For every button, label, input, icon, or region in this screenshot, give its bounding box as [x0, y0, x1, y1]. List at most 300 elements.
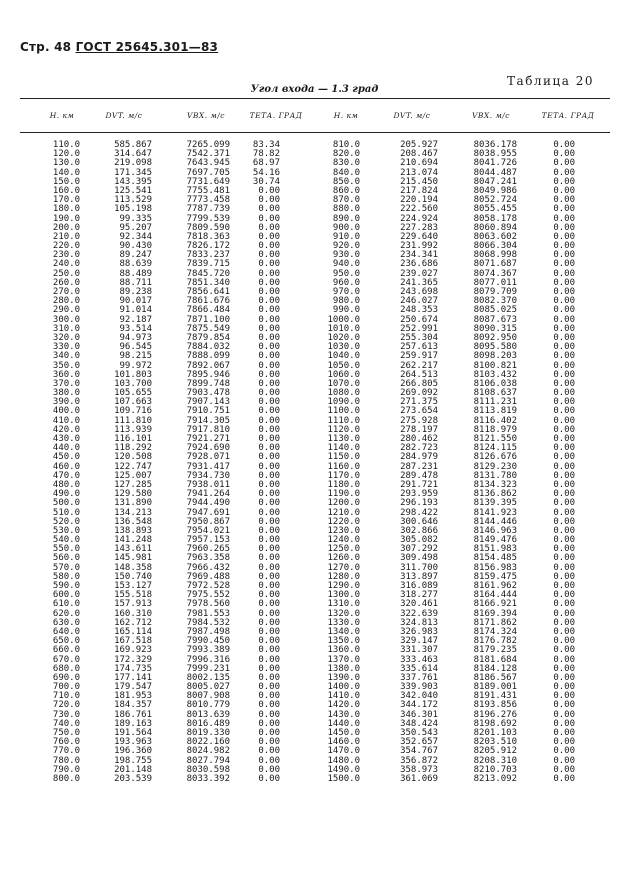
cell-dvt-left: 181.953	[114, 691, 152, 702]
table-row	[0, 389, 629, 398]
cell-vbx-left: 7960.265	[186, 544, 230, 555]
table-row	[0, 674, 629, 683]
cell-teta-right: 0.00	[553, 599, 575, 610]
cell-teta-right: 0.00	[553, 691, 575, 702]
cell-h-right: 840.0	[332, 167, 360, 178]
cell-dvt-right: 329.147	[400, 636, 438, 647]
cell-dvt-right: 213.074	[400, 167, 438, 178]
cell-dvt-right: 333.463	[400, 654, 438, 665]
cell-teta-left: 0.00	[258, 489, 280, 500]
cell-teta-right: 0.00	[553, 378, 575, 389]
cell-dvt-right: 318.277	[400, 590, 438, 601]
cell-vbx-left: 7944.490	[186, 498, 230, 509]
cell-vbx-right: 8044.487	[473, 167, 517, 178]
cell-dvt-right: 311.700	[400, 562, 438, 573]
cell-dvt-left: 92.187	[119, 314, 152, 325]
cell-teta-left: 0.00	[258, 305, 280, 316]
table-row	[0, 747, 629, 756]
cell-vbx-right: 8208.310	[473, 755, 517, 766]
cell-dvt-right: 331.307	[400, 645, 438, 656]
cell-h-left: 560.0	[52, 553, 80, 564]
cell-dvt-right: 324.813	[400, 617, 438, 628]
cell-dvt-right: 269.092	[400, 388, 438, 399]
cell-teta-left: 0.00	[258, 388, 280, 399]
cell-vbx-left: 7954.021	[186, 525, 230, 536]
cell-vbx-right: 8038.955	[473, 149, 517, 160]
cell-h-left: 280.0	[52, 296, 80, 307]
cell-dvt-right: 320.461	[400, 599, 438, 610]
cell-dvt-right: 252.991	[400, 323, 438, 334]
cell-h-left: 800.0	[52, 773, 80, 784]
cell-teta-left: 0.00	[258, 461, 280, 472]
cell-h-right: 1300.0	[327, 590, 360, 601]
cell-teta-right: 0.00	[553, 773, 575, 784]
cell-h-left: 300.0	[52, 314, 80, 325]
cell-dvt-right: 275.928	[400, 415, 438, 426]
cell-h-right: 1280.0	[327, 571, 360, 582]
page-number: Стр. 48	[20, 40, 76, 54]
table-row	[0, 766, 629, 775]
cell-vbx-left: 7910.751	[186, 406, 230, 417]
cell-dvt-left: 107.663	[114, 397, 152, 408]
cell-vbx-left: 8010.779	[186, 700, 230, 711]
cell-h-right: 1430.0	[327, 709, 360, 720]
cell-h-left: 460.0	[52, 461, 80, 472]
cell-dvt-left: 172.329	[114, 654, 152, 665]
cell-dvt-right: 282.723	[400, 443, 438, 454]
cell-teta-left: 0.00	[258, 599, 280, 610]
cell-dvt-right: 262.217	[400, 360, 438, 371]
cell-h-right: 1210.0	[327, 507, 360, 518]
cell-dvt-right: 298.422	[400, 507, 438, 518]
cell-teta-right: 0.00	[553, 342, 575, 353]
table-row	[0, 380, 629, 389]
cell-h-left: 640.0	[52, 626, 80, 637]
cell-dvt-left: 148.358	[114, 562, 152, 573]
cell-teta-right: 0.00	[553, 461, 575, 472]
cell-dvt-right: 307.292	[400, 544, 438, 555]
cell-h-right: 1150.0	[327, 452, 360, 463]
cell-teta-left: 0.00	[258, 479, 280, 490]
cell-dvt-left: 122.747	[114, 461, 152, 472]
cell-teta-right: 0.00	[553, 434, 575, 444]
cell-h-left: 780.0	[52, 755, 80, 766]
cell-h-right: 940.0	[332, 259, 360, 270]
cell-teta-right: 0.00	[553, 149, 575, 160]
cell-dvt-right: 293.959	[400, 489, 438, 500]
table-row	[0, 656, 629, 665]
cell-dvt-right: 217.824	[400, 185, 438, 196]
cell-teta-right: 0.00	[553, 617, 575, 628]
table-row	[0, 260, 629, 269]
cell-h-left: 630.0	[52, 617, 80, 628]
cell-teta-right: 0.00	[553, 709, 575, 720]
col-header-h-right: Н. км	[333, 111, 359, 120]
cell-h-left: 530.0	[52, 525, 80, 536]
cell-teta-left: 0.00	[258, 746, 280, 757]
table-row	[0, 481, 629, 490]
cell-h-left: 240.0	[52, 259, 80, 270]
cell-h-right: 1360.0	[327, 645, 360, 656]
cell-teta-left: 0.00	[258, 213, 280, 224]
cell-vbx-left: 7799.539	[186, 213, 230, 224]
cell-teta-right: 0.00	[553, 608, 575, 619]
cell-dvt-right: 239.027	[400, 268, 438, 279]
cell-vbx-left: 7839.715	[186, 259, 230, 270]
cell-dvt-right: 296.193	[400, 498, 438, 509]
cell-h-left: 520.0	[52, 516, 80, 527]
cell-dvt-right: 266.805	[400, 378, 438, 389]
table-row	[0, 270, 629, 279]
cell-h-left: 130.0	[52, 158, 80, 169]
cell-h-right: 910.0	[332, 231, 360, 242]
cell-h-left: 570.0	[52, 562, 80, 573]
cell-vbx-left: 7981.553	[186, 608, 230, 619]
cell-h-left: 610.0	[52, 599, 80, 610]
cell-teta-left: 0.00	[258, 764, 280, 775]
cell-h-left: 750.0	[52, 728, 80, 738]
cell-dvt-right: 350.543	[400, 728, 438, 738]
cell-vbx-right: 8095.580	[473, 342, 517, 353]
cell-dvt-left: 99.335	[119, 213, 152, 224]
cell-h-left: 650.0	[52, 636, 80, 647]
cell-teta-left: 0.00	[258, 755, 280, 766]
cell-vbx-right: 8161.962	[473, 581, 517, 591]
cell-dvt-right: 342.040	[400, 691, 438, 702]
cell-h-left: 210.0	[52, 231, 80, 242]
cell-h-right: 1230.0	[327, 525, 360, 536]
cell-teta-left: 0.00	[258, 259, 280, 270]
cell-h-left: 740.0	[52, 718, 80, 729]
cell-vbx-right: 8079.709	[473, 287, 517, 297]
cell-teta-right: 0.00	[553, 755, 575, 766]
cell-vbx-left: 7999.231	[186, 663, 230, 674]
cell-teta-left: 0.00	[258, 562, 280, 573]
cell-vbx-right: 8047.241	[473, 176, 517, 187]
cell-teta-left: 0.00	[258, 360, 280, 371]
cell-dvt-left: 105.198	[114, 204, 152, 215]
cell-dvt-right: 271.375	[400, 397, 438, 408]
cell-dvt-right: 287.231	[400, 461, 438, 472]
cell-vbx-right: 8036.178	[473, 140, 517, 150]
cell-vbx-right: 8106.038	[473, 378, 517, 389]
cell-dvt-left: 113.939	[114, 424, 152, 435]
cell-h-right: 890.0	[332, 213, 360, 224]
table-row	[0, 610, 629, 619]
cell-h-right: 1470.0	[327, 746, 360, 757]
cell-teta-right: 0.00	[553, 700, 575, 711]
cell-vbx-right: 8191.431	[473, 691, 517, 702]
page-header	[20, 40, 218, 54]
cell-teta-right: 0.00	[553, 158, 575, 169]
cell-teta-right: 0.00	[553, 195, 575, 206]
cell-dvt-left: 179.547	[114, 682, 152, 693]
cell-h-left: 770.0	[52, 746, 80, 757]
cell-h-right: 1370.0	[327, 654, 360, 665]
cell-teta-left: 0.00	[258, 378, 280, 389]
cell-vbx-left: 8027.794	[186, 755, 230, 766]
cell-dvt-left: 94.973	[119, 332, 152, 343]
cell-h-right: 820.0	[332, 149, 360, 160]
cell-h-right: 960.0	[332, 277, 360, 288]
cell-teta-left: 0.00	[258, 397, 280, 408]
cell-vbx-right: 8071.687	[473, 259, 517, 270]
cell-h-left: 450.0	[52, 452, 80, 463]
cell-teta-right: 0.00	[553, 222, 575, 233]
cell-h-left: 700.0	[52, 682, 80, 693]
cell-teta-right: 0.00	[553, 406, 575, 417]
cell-teta-left: 0.00	[258, 507, 280, 518]
cell-dvt-right: 339.903	[400, 682, 438, 693]
cell-vbx-left: 7921.271	[186, 434, 230, 444]
cell-dvt-left: 92.344	[119, 231, 152, 242]
table-row	[0, 426, 629, 435]
cell-dvt-left: 203.539	[114, 773, 152, 784]
cell-teta-right: 0.00	[553, 654, 575, 665]
cell-dvt-right: 335.614	[400, 663, 438, 674]
cell-teta-left: 0.00	[258, 443, 280, 454]
cell-teta-right: 0.00	[553, 544, 575, 555]
cell-vbx-left: 8005.027	[186, 682, 230, 693]
cell-h-right: 1390.0	[327, 672, 360, 683]
cell-dvt-left: 127.285	[114, 479, 152, 490]
cell-vbx-left: 7861.676	[186, 296, 230, 307]
cell-teta-right: 0.00	[553, 176, 575, 187]
cell-teta-left: 0.00	[258, 231, 280, 242]
cell-vbx-right: 8201.103	[473, 728, 517, 738]
cell-vbx-left: 7833.237	[186, 250, 230, 261]
col-header-vbx-left: VBX. м/с	[187, 111, 225, 120]
cell-teta-right: 0.00	[553, 268, 575, 279]
cell-h-left: 370.0	[52, 378, 80, 389]
cell-teta-left: 0.00	[258, 682, 280, 693]
cell-vbx-right: 8210.703	[473, 764, 517, 775]
cell-dvt-left: 90.017	[119, 296, 152, 307]
cell-h-right: 860.0	[332, 185, 360, 196]
cell-dvt-right: 337.761	[400, 672, 438, 683]
cell-teta-left: 0.00	[258, 709, 280, 720]
cell-vbx-left: 7731.649	[186, 176, 230, 187]
cell-dvt-right: 222.560	[400, 204, 438, 215]
cell-vbx-left: 7871.100	[186, 314, 230, 325]
cell-h-right: 870.0	[332, 195, 360, 206]
cell-h-left: 720.0	[52, 700, 80, 711]
cell-vbx-left: 7542.371	[186, 149, 230, 160]
cell-h-right: 1160.0	[327, 461, 360, 472]
table-row	[0, 297, 629, 306]
cell-teta-right: 0.00	[553, 553, 575, 564]
cell-teta-left: 0.00	[258, 342, 280, 353]
cell-dvt-right: 352.657	[400, 737, 438, 748]
cell-vbx-right: 8049.986	[473, 185, 517, 196]
cell-h-right: 1090.0	[327, 397, 360, 408]
cell-dvt-left: 125.007	[114, 470, 152, 481]
cell-teta-right: 0.00	[553, 332, 575, 343]
table-row	[0, 417, 629, 426]
cell-vbx-right: 8179.235	[473, 645, 517, 656]
cell-vbx-right: 8098.203	[473, 351, 517, 362]
cell-teta-right: 0.00	[553, 241, 575, 252]
cell-teta-right: 0.00	[553, 204, 575, 215]
cell-vbx-right: 8113.819	[473, 406, 517, 417]
cell-dvt-left: 184.357	[114, 700, 152, 711]
cell-vbx-left: 8002.135	[186, 672, 230, 683]
cell-teta-left: 0.00	[258, 434, 280, 444]
cell-h-right: 1500.0	[327, 773, 360, 784]
cell-vbx-right: 8129.230	[473, 461, 517, 472]
cell-vbx-right: 8146.963	[473, 525, 517, 536]
cell-h-right: 990.0	[332, 305, 360, 316]
cell-teta-right: 0.00	[553, 259, 575, 270]
cell-teta-left: 0.00	[258, 323, 280, 334]
cell-vbx-left: 7969.488	[186, 571, 230, 582]
cell-teta-right: 0.00	[553, 231, 575, 242]
cell-dvt-right: 356.872	[400, 755, 438, 766]
table-row	[0, 720, 629, 729]
cell-h-left: 580.0	[52, 571, 80, 582]
table-row	[0, 683, 629, 692]
cell-vbx-left: 7875.549	[186, 323, 230, 334]
cell-h-right: 1260.0	[327, 553, 360, 564]
cell-h-left: 110.0	[52, 140, 80, 150]
cell-teta-right: 0.00	[553, 185, 575, 196]
cell-teta-left: 0.00	[258, 773, 280, 784]
cell-h-left: 350.0	[52, 360, 80, 371]
cell-teta-right: 0.00	[553, 351, 575, 362]
cell-vbx-right: 8085.025	[473, 305, 517, 316]
cell-teta-right: 0.00	[553, 581, 575, 591]
cell-dvt-left: 120.508	[114, 452, 152, 463]
cell-dvt-right: 284.979	[400, 452, 438, 463]
table-row	[0, 757, 629, 766]
cell-teta-left: 30.74	[252, 176, 280, 187]
cell-dvt-left: 89.247	[119, 250, 152, 261]
cell-vbx-left: 8022.160	[186, 737, 230, 748]
cell-teta-right: 0.00	[553, 369, 575, 380]
cell-vbx-left: 7947.691	[186, 507, 230, 518]
cell-teta-right: 0.00	[553, 535, 575, 546]
cell-dvt-right: 255.304	[400, 332, 438, 343]
cell-teta-right: 0.00	[553, 590, 575, 601]
cell-vbx-left: 7934.730	[186, 470, 230, 481]
cell-teta-left: 0.00	[258, 369, 280, 380]
table-row	[0, 499, 629, 508]
cell-dvt-right: 280.462	[400, 434, 438, 444]
cell-teta-right: 0.00	[553, 562, 575, 573]
cell-teta-left: 0.00	[258, 737, 280, 748]
cell-h-right: 1410.0	[327, 691, 360, 702]
cell-dvt-right: 354.767	[400, 746, 438, 757]
cell-vbx-left: 7975.552	[186, 590, 230, 601]
cell-teta-right: 0.00	[553, 452, 575, 463]
cell-h-left: 440.0	[52, 443, 80, 454]
cell-h-left: 360.0	[52, 369, 80, 380]
cell-vbx-left: 7787.739	[186, 204, 230, 215]
cell-h-left: 660.0	[52, 645, 80, 656]
cell-vbx-right: 8074.367	[473, 268, 517, 279]
cell-dvt-left: 198.755	[114, 755, 152, 766]
cell-h-right: 1270.0	[327, 562, 360, 573]
cell-vbx-right: 8090.315	[473, 323, 517, 334]
cell-vbx-left: 7755.481	[186, 185, 230, 196]
cell-dvt-left: 189.163	[114, 718, 152, 729]
cell-h-left: 160.0	[52, 185, 80, 196]
cell-dvt-right: 210.694	[400, 158, 438, 169]
cell-teta-left: 0.00	[258, 544, 280, 555]
cell-h-left: 400.0	[52, 406, 80, 417]
cell-h-right: 1380.0	[327, 663, 360, 674]
cell-dvt-right: 257.613	[400, 342, 438, 353]
cell-vbx-right: 8118.979	[473, 424, 517, 435]
cell-teta-left: 0.00	[258, 332, 280, 343]
table-row	[0, 371, 629, 380]
cell-teta-right: 0.00	[553, 424, 575, 435]
cell-dvt-left: 145.981	[114, 553, 152, 564]
cell-h-left: 510.0	[52, 507, 80, 518]
cell-teta-left: 0.00	[258, 241, 280, 252]
cell-vbx-right: 8124.115	[473, 443, 517, 454]
cell-vbx-left: 7987.498	[186, 626, 230, 637]
table-subtitle: Угол входа — 1.3 град	[250, 84, 379, 95]
cell-h-right: 980.0	[332, 296, 360, 307]
cell-teta-right: 0.00	[553, 672, 575, 683]
cell-teta-left: 0.00	[258, 204, 280, 215]
cell-vbx-left: 7993.389	[186, 645, 230, 656]
cell-teta-right: 0.00	[553, 167, 575, 178]
cell-h-left: 180.0	[52, 204, 80, 215]
cell-teta-right: 0.00	[553, 507, 575, 518]
table-row	[0, 279, 629, 288]
table-row	[0, 343, 629, 352]
cell-vbx-right: 8121.550	[473, 434, 517, 444]
cell-vbx-left: 7972.528	[186, 581, 230, 591]
cell-teta-right: 0.00	[553, 516, 575, 527]
cell-dvt-left: 90.430	[119, 241, 152, 252]
cell-h-right: 900.0	[332, 222, 360, 233]
cell-dvt-right: 313.897	[400, 571, 438, 582]
cell-dvt-right: 326.983	[400, 626, 438, 637]
cell-teta-left: 0.00	[258, 636, 280, 647]
cell-vbx-left: 7809.590	[186, 222, 230, 233]
cell-h-left: 170.0	[52, 195, 80, 206]
cell-vbx-left: 7879.854	[186, 332, 230, 343]
table-row	[0, 306, 629, 315]
cell-dvt-right: 346.301	[400, 709, 438, 720]
cell-dvt-left: 113.529	[114, 195, 152, 206]
table-row	[0, 554, 629, 563]
cell-dvt-left: 191.564	[114, 728, 152, 738]
table-row	[0, 591, 629, 600]
cell-teta-right: 0.00	[553, 525, 575, 536]
cell-teta-right: 0.00	[553, 470, 575, 481]
cell-h-right: 1240.0	[327, 535, 360, 546]
cell-vbx-left: 7914.305	[186, 415, 230, 426]
table-row	[0, 178, 629, 187]
cell-dvt-right: 248.353	[400, 305, 438, 316]
cell-teta-left: 83.34	[252, 140, 280, 150]
cell-h-left: 760.0	[52, 737, 80, 748]
table-row	[0, 775, 629, 784]
cell-dvt-left: 99.972	[119, 360, 152, 371]
cell-dvt-left: 167.518	[114, 636, 152, 647]
cell-h-left: 190.0	[52, 213, 80, 224]
cell-vbx-left: 7984.532	[186, 617, 230, 628]
cell-teta-right: 0.00	[553, 296, 575, 307]
cell-teta-right: 0.00	[553, 718, 575, 729]
cell-h-right: 1050.0	[327, 360, 360, 371]
cell-h-left: 480.0	[52, 479, 80, 490]
cell-h-left: 470.0	[52, 470, 80, 481]
